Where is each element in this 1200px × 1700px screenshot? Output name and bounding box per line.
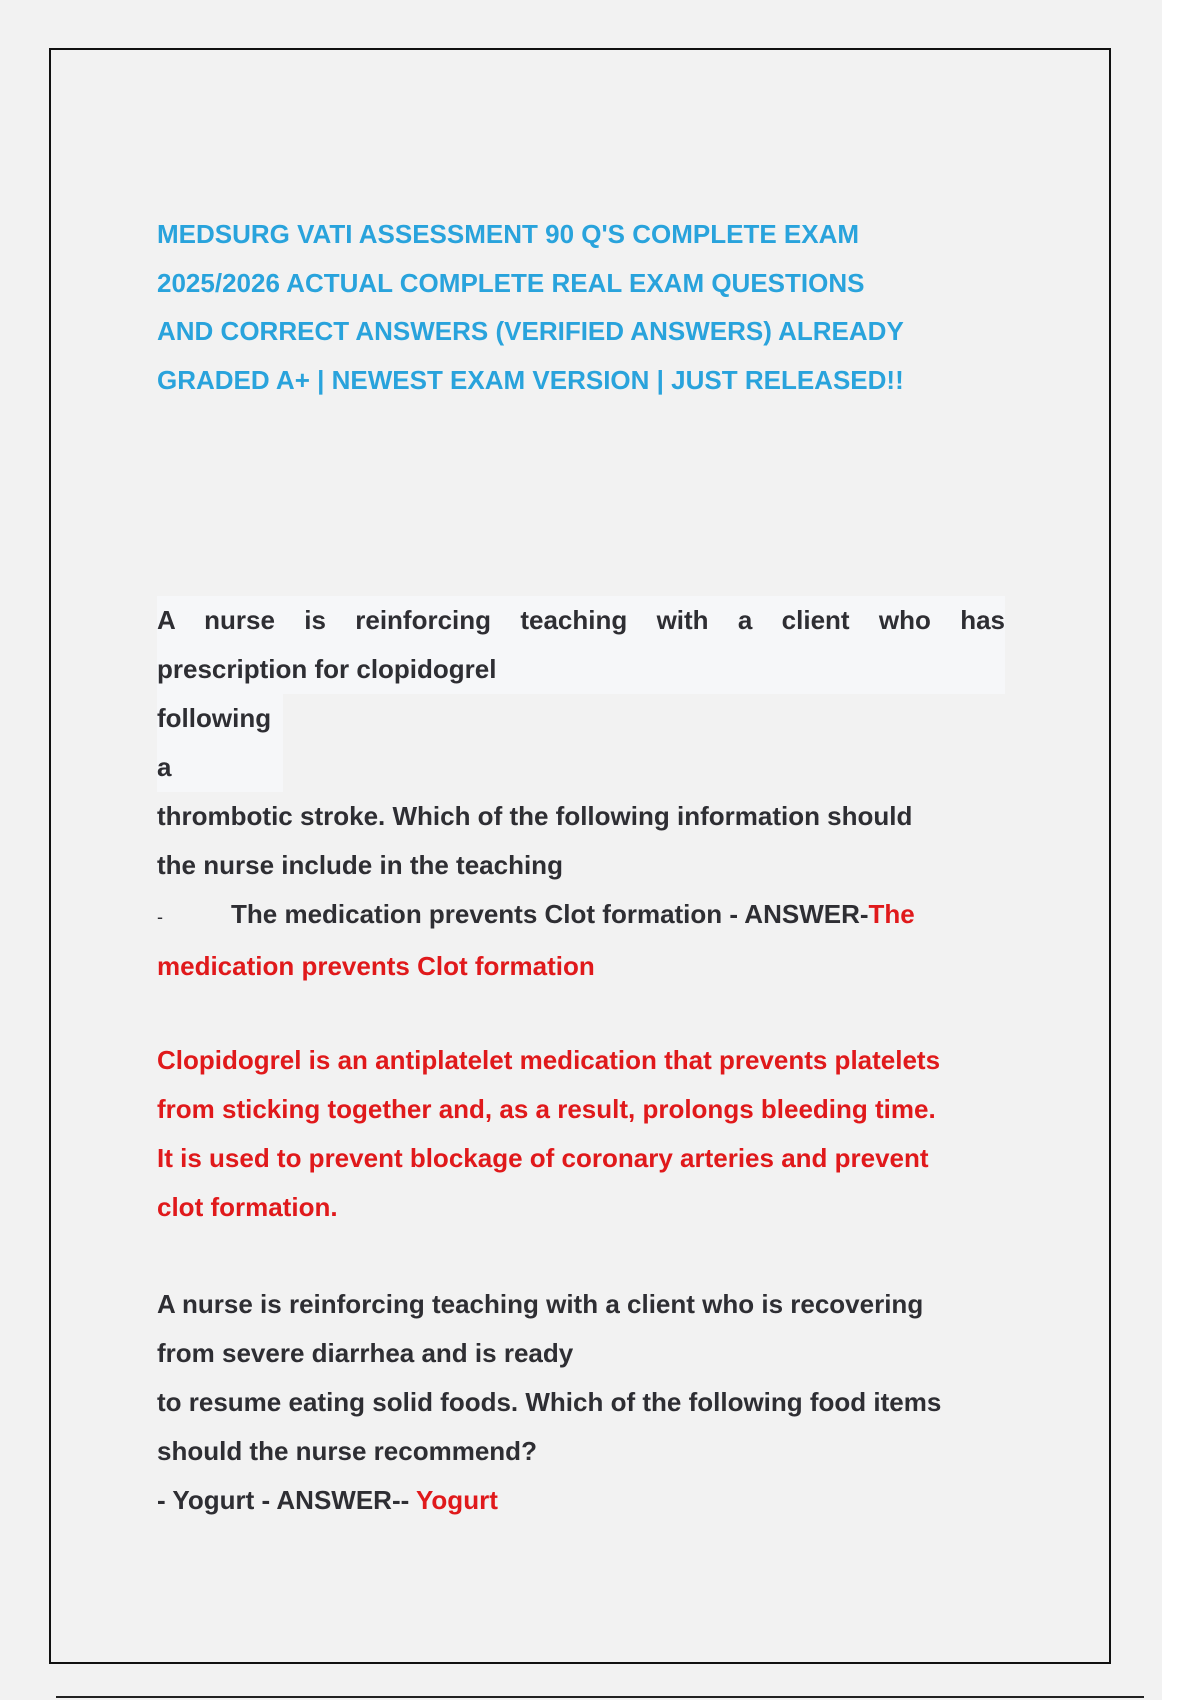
title-line: MEDSURG VATI ASSESSMENT 90 Q'S COMPLETE EXAM	[157, 219, 860, 249]
page-bottom-rule	[56, 1696, 1144, 1698]
question-1-option	[157, 890, 1007, 942]
title-line: GRADED A+ | NEWEST EXAM VERSION | JUST RELEASED!!	[157, 364, 904, 395]
question-1-stem-line: following	[157, 703, 272, 733]
question-2-stem-line: A nurse is reinforcing teaching with a client who is recovering	[157, 1289, 924, 1319]
answer-text: Yogurt	[416, 1485, 498, 1515]
option-text: The medication prevents Clot formation - ANSWER-	[231, 899, 869, 929]
answer-text-continued: medication prevents Clot formation	[157, 951, 595, 981]
question-1-stem-line: A nurse is reinforcing teaching with a client who has	[157, 605, 1005, 635]
question-1-stem-line: a	[157, 752, 172, 782]
title-line: AND CORRECT ANSWERS (VERIFIED ANSWERS) ALREADY	[157, 316, 904, 346]
page-margin-strip	[1162, 0, 1200, 1700]
question-2-stem-line: should the nurse recommend?	[157, 1436, 537, 1466]
question-1-stem-line: thrombotic stroke. Which of the following information should	[157, 801, 913, 831]
option-bullet: -	[157, 907, 163, 927]
question-1-stem-highlight-short	[157, 694, 283, 792]
document-title	[157, 210, 1007, 404]
rationale-line: It is used to prevent blockage of coronary arteries and prevent	[157, 1143, 929, 1173]
question-1-stem-line: the nurse include in the teaching	[157, 850, 563, 880]
rationale-line: clot formation.	[157, 1192, 338, 1222]
title-line: 2025/2026 ACTUAL COMPLETE REAL EXAM QUESTIONS	[157, 267, 865, 298]
rationale-line: from sticking together and, as a result, prolongs bleeding time.	[157, 1094, 936, 1124]
question-1-stem-line: prescription for clopidogrel	[157, 654, 497, 684]
rationale-line: Clopidogrel is an antiplatelet medication that prevents platelets	[157, 1045, 941, 1075]
option-text: - Yogurt - ANSWER--	[157, 1485, 417, 1515]
question-2	[157, 1280, 1017, 1525]
question-1	[157, 596, 1007, 991]
question-1-rationale	[157, 1036, 1017, 1232]
question-2-stem-line: to resume eating solid foods. Which of the following food items	[157, 1387, 942, 1417]
question-2-option	[157, 1476, 1017, 1525]
answer-text: The	[868, 899, 915, 929]
question-2-stem-line: from severe diarrhea and is ready	[157, 1338, 574, 1368]
question-1-stem-highlight	[157, 596, 1005, 694]
